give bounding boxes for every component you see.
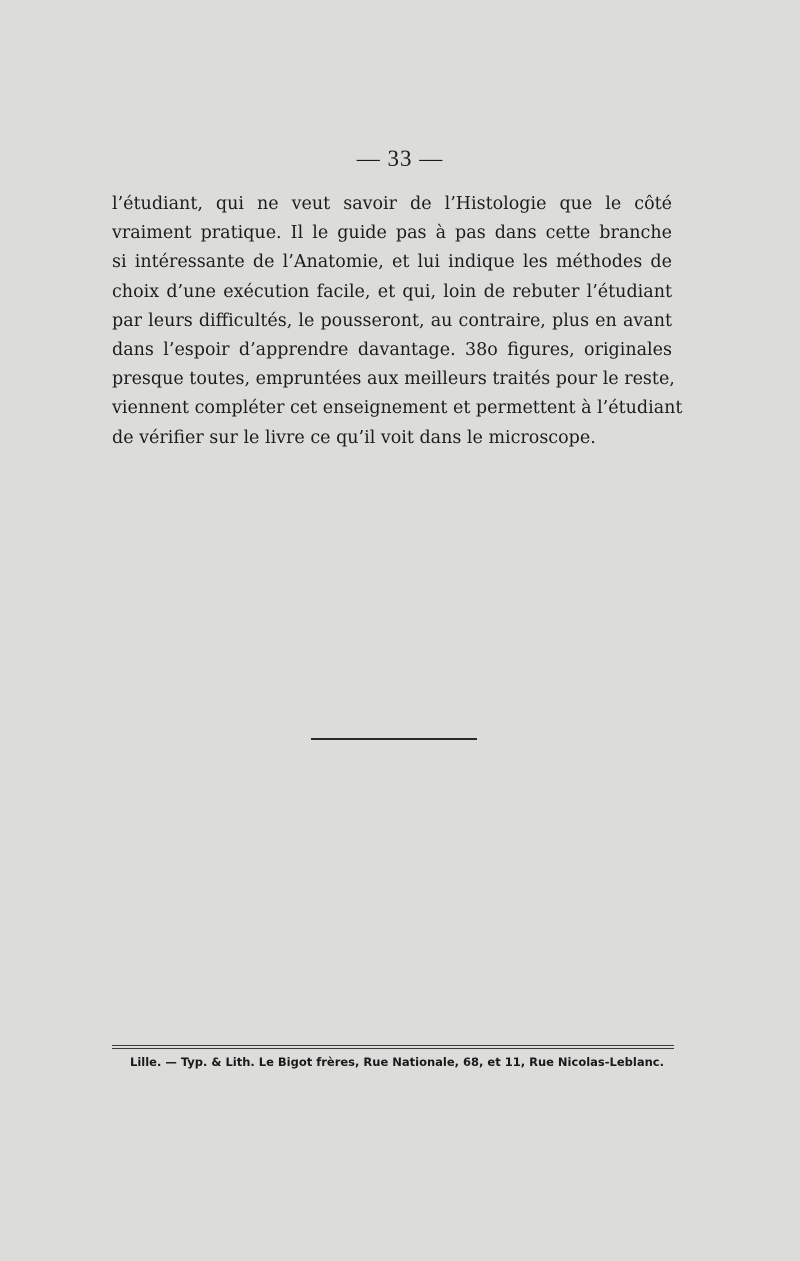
printer-imprint: Lille. — Typ. & Lith. Le Bigot frères, Rue Nationale, 68, et 11, Rue Nicolas-Leblanc. — [130, 1055, 664, 1069]
section-separator — [311, 738, 477, 740]
text-line: de vérifier sur le livre ce qu’il voit dans le microscope. — [112, 427, 596, 448]
text-line: viennent compléter cet enseignement et permettent à l’étudiant — [112, 398, 683, 419]
text-line: l’étudiant, qui ne veut savoir de l’Histologie que le côté — [112, 194, 672, 214]
footer-rule — [112, 1048, 674, 1049]
text-line: dans l’espoir d’apprendre davantage. 38o figures, originales — [112, 340, 672, 361]
text-line: par leurs difficultés, le pousseront, au contraire, plus en avant — [112, 310, 672, 331]
body-paragraph — [112, 190, 683, 453]
text-line: presque toutes, empruntées aux meilleurs traités pour le reste, — [112, 369, 675, 390]
footer-rule — [112, 1045, 674, 1046]
text-line: si intéressante de l’Anatomie, et lui indique les méthodes de — [112, 252, 672, 273]
text-line: vraiment pratique. Il le guide pas à pas dans cette branche — [112, 223, 672, 244]
page-number: — 33 — — [356, 146, 444, 171]
text-line: choix d’une exécution facile, et qui, loin de rebuter l’étudiant — [112, 281, 672, 302]
